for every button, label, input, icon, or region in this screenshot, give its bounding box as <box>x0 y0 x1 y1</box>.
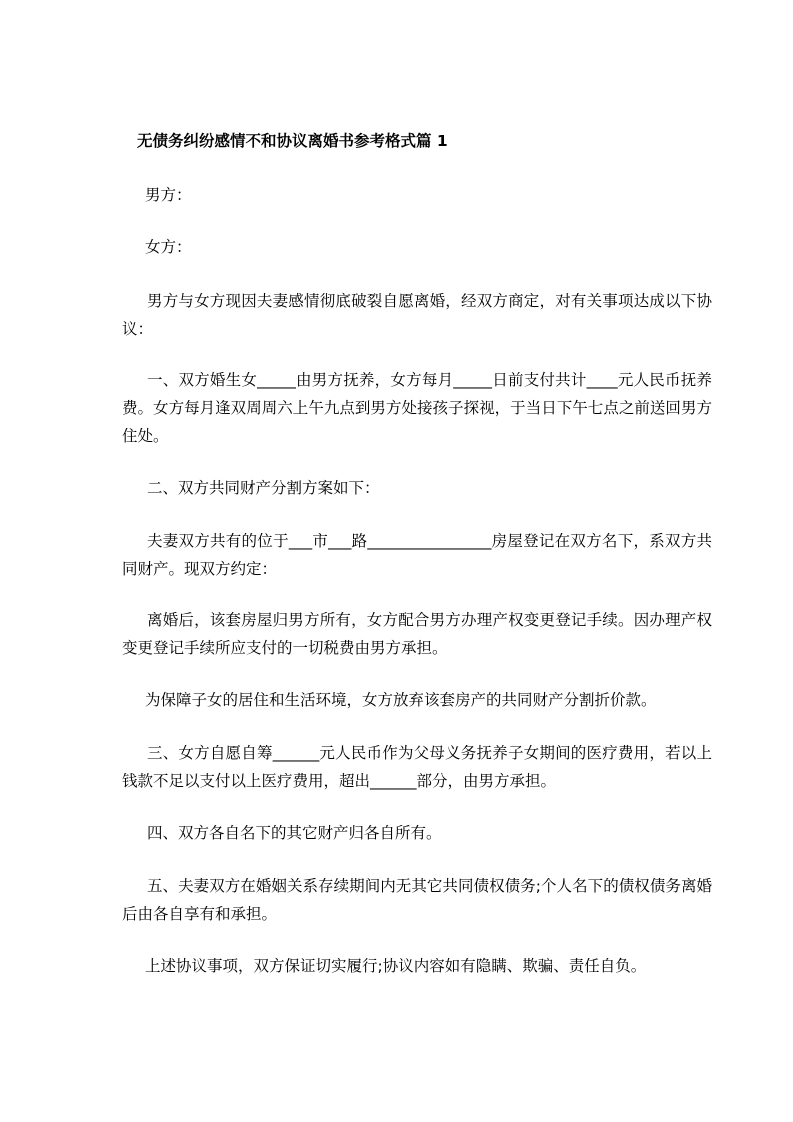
paragraph-clause-3: 三、女方自愿自筹______元人民币作为父母义务抚养子女期间的医疗费用，若以上钱款不足以支付以上医疗费用，超出______部分，由男方承担。 <box>122 744 712 790</box>
paragraph-wife: 女方： <box>145 238 192 256</box>
paragraph-clause-5: 五、夫妻双方在婚姻关系存续期间内无其它共同债权债务;个人名下的债权债务离婚后由各自享有和承担。 <box>122 877 712 923</box>
paragraph-intro: 男方与女方现因夫妻感情彻底破裂自愿离婚，经双方商定，对有关事项达成以下协议： <box>122 292 712 338</box>
paragraph-clause-2: 二、双方共同财产分割方案如下： <box>147 479 380 497</box>
paragraph-property: 夫妻双方共有的位于___市___路________________房屋登记在双方名下，系双方共同财产。现双方约定： <box>122 532 712 578</box>
paragraph-house-after-divorce: 离婚后，该套房屋归男方所有，女方配合男方办理产权变更登记手续。因办理产权变更登记手续所应支付的一切税费由男方承担。 <box>122 611 712 657</box>
paragraph-guarantee: 上述协议事项，双方保证切实履行;协议内容如有隐瞒、欺骗、责任自负。 <box>145 957 647 975</box>
document-title: 无债务纠纷感情不和协议离婚书参考格式篇 1 <box>137 132 448 150</box>
paragraph-waive-compensation: 为保障子女的居住和生活环境，女方放弃该套房产的共同财产分割折价款。 <box>145 691 657 709</box>
paragraph-clause-1: 一、双方婚生女_____由男方抚养，女方每月_____日前支付共计____元人民币抚养费。女方每月逢双周周六上午九点到男方处接孩子探视，于当日下午七点之前送回男方住处。 <box>122 371 712 445</box>
paragraph-clause-4: 四、双方各自名下的其它财产归各自所有。 <box>147 824 442 842</box>
paragraph-husband: 男方： <box>145 186 192 204</box>
